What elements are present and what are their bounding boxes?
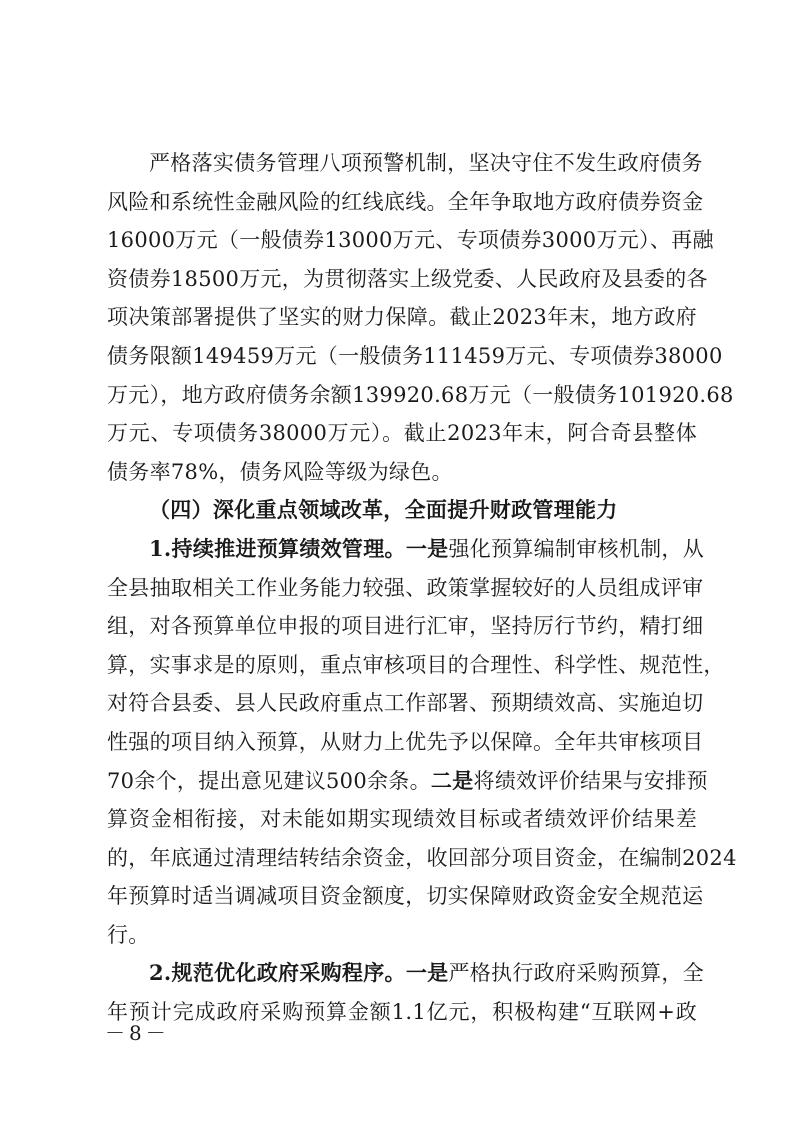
subsection-title: 2.规范优化政府采购程序。 <box>149 960 406 986</box>
paragraph-line: 算，实事求是的原则，重点审核项目的合理性、科学性、规范性， <box>107 652 725 677</box>
paragraph-text: 强化预算编制审核机制，从 <box>448 536 705 561</box>
paragraph-line: 资债券18500万元，为贯彻落实上级党委、人民政府及县委的各 <box>107 266 708 291</box>
point-marker: 二是 <box>430 767 474 793</box>
paragraph-line: 性强的项目纳入预算，从财力上优先予以保障。全年共审核项目 <box>107 729 704 754</box>
document-body <box>107 144 737 1032</box>
paragraph-line: 严格落实债务管理八项预警机制，坚决守住不发生政府债务 <box>149 151 703 175</box>
paragraph-line: 算资金相衔接，对未能如期实现绩效目标或者绩效评价结果差 <box>107 807 697 832</box>
paragraph-line: 债务率78%，债务风险等级为绿色。 <box>107 459 453 484</box>
point-marker: 一是 <box>405 960 449 986</box>
section-heading: （四）深化重点领域改革，全面提升财政管理能力 <box>149 497 618 523</box>
paragraph-line <box>107 954 705 993</box>
paragraph-line: 万元、专项债务38000万元）。截止2023年末，阿合奇县整体 <box>107 421 697 446</box>
paragraph-line: 16000万元（一般债券13000万元、专项债券3000万元）、再融 <box>107 228 714 253</box>
paragraph-text: 严格执行政府采购预算，全 <box>448 961 705 986</box>
paragraph-line: 全县抽取相关工作业务能力较强、政策掌握较好的人员组成评审 <box>107 575 704 600</box>
paragraph-line: 债务限额149459万元（一般债务111459万元、专项债券38000 <box>107 343 723 368</box>
paragraph-line <box>107 762 708 801</box>
paragraph-line: 万元），地方政府债务余额139920.68万元（一般债务101920.68 <box>107 382 734 407</box>
paragraph-text: 70余个，提出意见建议500余条。 <box>107 768 431 793</box>
paragraph-line <box>107 530 705 569</box>
paragraph-line: 项决策部署提供了坚实的财力保障。截止2023年末，地方政府 <box>107 305 697 330</box>
page-number: －8－ <box>105 1021 170 1045</box>
paragraph-line: 组，对各预算单位申报的项目进行汇审，坚持厉行节约，精打细 <box>107 614 704 639</box>
paragraph-line: 的，年底通过清理结转结余资金，收回部分项目资金，在编制2024 <box>107 845 737 870</box>
paragraph-line: 风险和系统性金融风险的红线底线。全年争取地方政府债券资金 <box>107 189 704 214</box>
paragraph-line: 对符合县委、县人民政府重点工作部署、预期绩效高、实施迫切 <box>107 691 704 716</box>
subsection-title: 1.持续推进预算绩效管理。 <box>149 535 406 561</box>
point-marker: 一是 <box>405 535 449 561</box>
paragraph-line: 年预算时适当调减项目资金额度，切实保障财政资金安全规范运 <box>107 884 704 909</box>
paragraph-line: 年预计完成政府采购预算金额1.1亿元，积极构建“互联网+政 <box>107 1000 697 1025</box>
paragraph-line: 行。 <box>107 922 150 947</box>
paragraph-text: 将绩效评价结果与安排预 <box>473 768 708 793</box>
